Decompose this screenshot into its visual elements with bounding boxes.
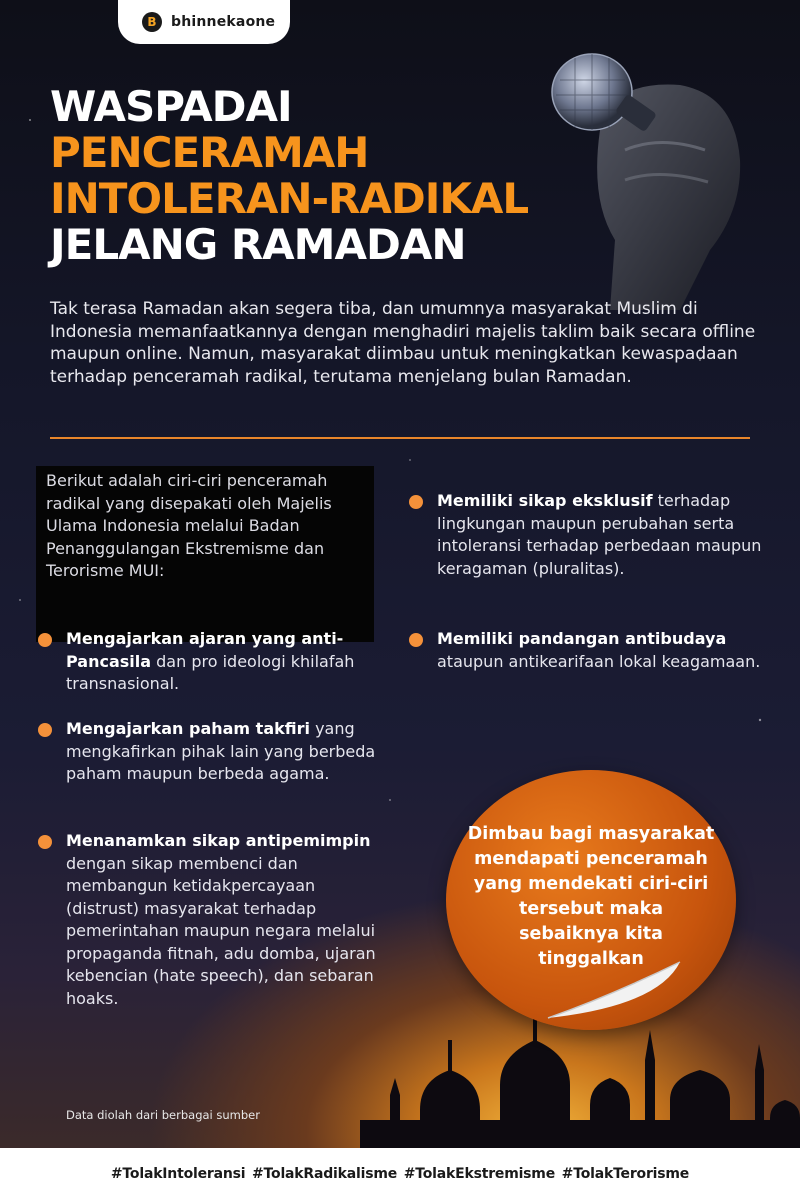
list-item-text: yang mengkafirkan pihak lain yang berbeda paham maupun berbeda agama. [66, 719, 376, 783]
bullet-dot-icon [409, 495, 423, 509]
headline-line-3: INTOLERAN-RADIKAL [50, 174, 529, 223]
callout-text: Dimbau bagi masyarakat mendapati penceramah yang mendekati ciri-ciri tersebut maka sebaiknya kita tinggalkan [467, 824, 715, 969]
list-item-emphasis: Memiliki pandangan antibudaya [437, 629, 727, 648]
bullet-dot-icon [38, 835, 52, 849]
brand-logo-icon: B [142, 12, 162, 32]
bullet-dot-icon [38, 723, 52, 737]
brand-logo [118, 0, 290, 44]
list-item-emphasis: Memiliki sikap eksklusif [437, 491, 653, 510]
list-item-text: dan pro ideologi khilafah transnasional. [66, 651, 355, 693]
list-item-text: dengan sikap membenci dan membangun ketidakpercayaan (distrust) masyarakat terhadap pemerintahan maupun negara melalui propaganda fitnah, adu domba, ujaran kebencian (hate speech), dan sebaran hoaks. [66, 853, 376, 1008]
hashtag-footer: #TolakIntoleransi #TolakRadikalisme #TolakEkstremisme #TolakTerorisme [110, 1166, 690, 1182]
list-item [66, 718, 386, 786]
page-curl [540, 948, 690, 1028]
bullet-dot-icon [38, 633, 52, 647]
bullet-dot-icon [409, 633, 423, 647]
list-item-text: ataupun antikearifaan lokal keagamaan. [437, 651, 761, 671]
headline-line-2: PENCERAMAH [50, 128, 369, 177]
list-item [437, 628, 767, 673]
headline-line-4: JELANG RAMADAN [50, 220, 466, 269]
intro-paragraph: Tak terasa Ramadan akan segera tiba, dan umumnya masyarakat Muslim di Indonesia memanfaatkannya dengan menghadiri majelis taklim baik secara offline maupun online. Namun, masyarakat diimbau untuk meningkatkan kewaspadaan terhadap penceramah radikal, terutama menjelang bulan Ramadan. [50, 299, 756, 387]
brand-name: bhinnekaone [171, 14, 276, 30]
list-item-text: terhadap lingkungan maupun perubahan serta intoleransi terhadap perbedaan maupun keragaman (pluralitas). [437, 491, 762, 578]
section-divider [50, 437, 750, 439]
list-item [437, 490, 767, 580]
list-item-emphasis: Menanamkan sikap antipemimpin [66, 831, 371, 850]
headline-line-1: WASPADAI [50, 82, 292, 131]
headline [50, 84, 610, 268]
list-item-emphasis: Mengajarkan ajaran yang anti-Pancasila [66, 629, 344, 671]
list-item [66, 830, 376, 1010]
list-intro: Berikut adalah ciri-ciri penceramah radikal yang disepakati oleh Majelis Ulama Indonesia melalui Badan Penanggulangan Ekstremisme dan Terorisme MUI: [46, 471, 332, 580]
list-item [66, 628, 376, 696]
source-note: Data diolah dari berbagai sumber [66, 1108, 260, 1122]
list-item-emphasis: Mengajarkan paham takfiri [66, 719, 310, 738]
